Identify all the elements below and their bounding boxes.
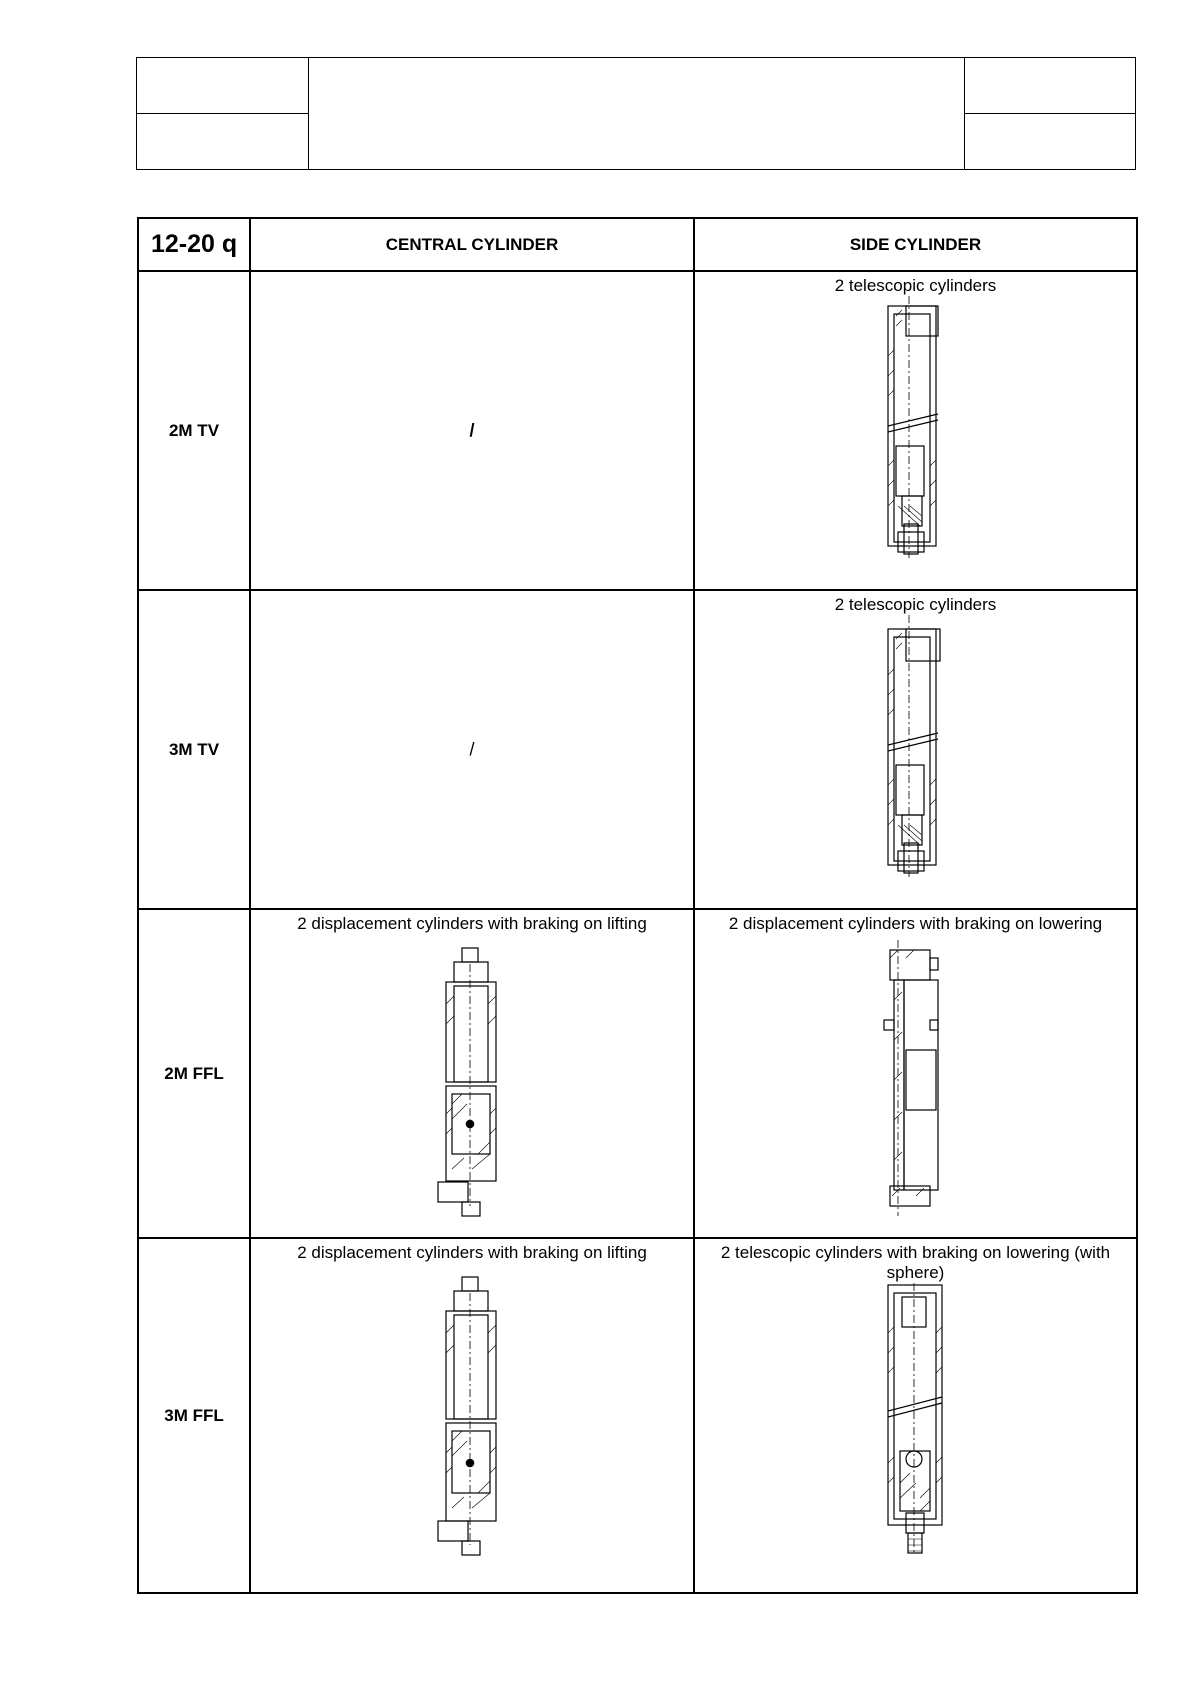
capacity-label: 12-20 q	[138, 218, 250, 271]
telescopic-cylinder-drawing	[876, 296, 956, 566]
not-applicable-mark: /	[469, 420, 475, 440]
header-left-bottom-cell	[137, 114, 308, 170]
header-left-top-cell	[137, 58, 308, 114]
header-left-column	[137, 58, 309, 169]
table-row	[138, 1238, 1137, 1593]
central-cylinder-cell	[250, 590, 694, 909]
displacement-cylinder-drawing	[876, 940, 956, 1220]
telescopic-cylinder-drawing	[876, 615, 956, 885]
telescopic-cylinder-drawing	[876, 1283, 956, 1558]
row-label: 3M TV	[138, 590, 250, 909]
side-cylinder-cell	[694, 909, 1137, 1238]
displacement-cylinder-drawing	[432, 1273, 512, 1563]
row-label: 2M FFL	[138, 909, 250, 1238]
table-row	[138, 909, 1137, 1238]
table-header-row	[138, 218, 1137, 271]
document-header	[136, 57, 1136, 170]
header-right-top-cell	[965, 58, 1135, 114]
cell-caption: 2 displacement cylinders with braking on lowering	[728, 914, 1103, 933]
side-cylinder-cell	[694, 590, 1137, 909]
side-cylinder-cell	[694, 271, 1137, 590]
cell-caption: 2 telescopic cylinders	[834, 595, 997, 614]
table-row	[138, 271, 1137, 590]
side-cylinder-cell	[694, 1238, 1137, 1593]
header-right-column	[964, 58, 1135, 169]
central-cylinder-heading: CENTRAL CYLINDER	[250, 218, 694, 271]
central-cylinder-cell	[250, 909, 694, 1238]
central-cylinder-cell	[250, 1238, 694, 1593]
central-cylinder-cell	[250, 271, 694, 590]
cylinder-table	[137, 217, 1138, 1594]
cell-caption: 2 displacement cylinders with braking on lifting	[297, 1243, 647, 1262]
cell-caption: 2 displacement cylinders with braking on lifting	[297, 914, 647, 933]
header-center-cell	[308, 58, 965, 169]
cell-caption: 2 telescopic cylinders	[834, 276, 997, 295]
table-row	[138, 590, 1137, 909]
header-right-bottom-cell	[965, 114, 1135, 170]
not-applicable-mark: /	[469, 739, 475, 759]
side-cylinder-heading: SIDE CYLINDER	[694, 218, 1137, 271]
row-label: 3M FFL	[138, 1238, 250, 1593]
cell-caption: 2 telescopic cylinders with braking on lowering (with sphere)	[720, 1243, 1111, 1282]
displacement-cylinder-drawing	[432, 944, 512, 1224]
row-label: 2M TV	[138, 271, 250, 590]
